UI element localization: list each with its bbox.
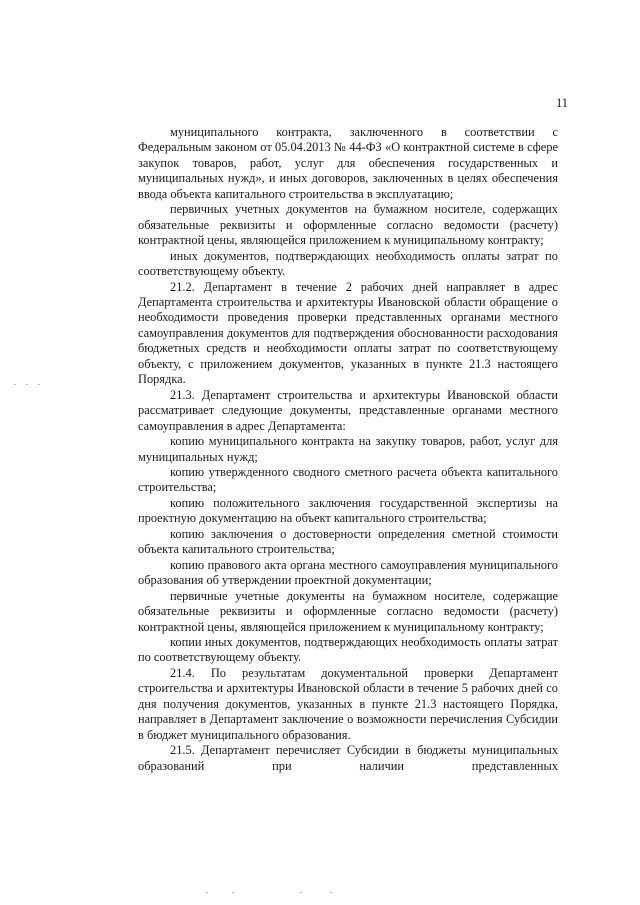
scan-speck xyxy=(26,384,28,385)
paragraph-reliability-copy: копию заключения о достоверности определения сметной стоимости объекта капитального строительства; xyxy=(138,526,558,557)
scan-speck xyxy=(14,384,16,385)
paragraph-other-documents-copies: копии иных документов, подтверждающих необходимость оплаты затрат по соответствующему объекту. xyxy=(138,634,558,665)
paragraph-contract-continuation: муниципального контракта, заключенного в соответствии с Федеральным законом от 05.04.2013 № 44-ФЗ «О контрактной системе в сфере закупок товаров, работ, услуг для обеспечения государственных и муниципальных нужд», и иных договоров, заключенных в целях обеспечения ввода объекта капитального строительства в эксплуатацию; xyxy=(138,125,558,201)
paragraph-other-documents: иных документов, подтверждающих необходимость оплаты затрат по соответствующему объекту. xyxy=(138,248,558,279)
paragraph-21-3: 21.3. Департамент строительства и архитектуры Ивановской области рассматривает следующие документы, представленные органами местного самоуправления в адрес Департамента: xyxy=(138,387,558,433)
scan-speck xyxy=(300,892,302,893)
paragraph-expertise-copy: копию положительного заключения государственной экспертизы на проектную документацию на объект капитального строительства; xyxy=(138,495,558,526)
document-body xyxy=(138,125,558,774)
paragraph-legal-act-copy: копию правового акта органа местного самоуправления муниципального образования об утверждении проектной документации; xyxy=(138,557,558,588)
paragraph-21-4: 21.4. По результатам документальной проверки Департамент строительства и архитектуры Ивановской области в течение 5 рабочих дней со дня получения документов, указанных в пункте 21.3 настоящего Порядка, направляет в Департамент заключение о возможности перечисления Субсидии в бюджет муниципального образования. xyxy=(138,665,558,742)
paragraph-21-5: 21.5. Департамент перечисляет Субсидии в бюджеты муниципальных образований при наличии представленных xyxy=(138,743,558,773)
paragraph-21-2: 21.2. Департамент в течение 2 рабочих дней направляет в адрес Департамента строительства и архитектуры Ивановской области обращение о необходимости проведения проверки представленных органами местного самоуправления документов для подтверждения обоснованности расходования бюджетных средств и необходимости оплаты затрат по соответствующему объекту, с приложением документов, указанных в пункте 21.3 настоящего Порядка. xyxy=(138,279,558,387)
scan-speck xyxy=(232,892,234,893)
page-number: 11 xyxy=(556,96,569,110)
paragraph-contract-copy: копию муниципального контракта на закупку товаров, работ, услуг для муниципальных нужд; xyxy=(138,434,558,464)
paragraph-estimate-copy: копию утвержденного сводного сметного расчета объекта капитального строительства; xyxy=(138,464,558,495)
scan-speck xyxy=(38,384,40,385)
paragraph-primary-documents: первичных учетных документов на бумажном носителе, содержащих обязательные реквизиты и оформленные согласно ведомости (расчету) контрактной цены, являющейся приложением к муниципальному контракту; xyxy=(138,202,558,248)
scan-speck xyxy=(206,892,208,893)
paragraph-primary-documents-2: первичные учетные документы на бумажном носителе, содержащие обязательные реквизиты и оформленные согласно ведомости (расчету) контрактной цены, являющейся приложением к муниципальному контракту; xyxy=(138,588,558,634)
scan-speck xyxy=(330,892,332,893)
